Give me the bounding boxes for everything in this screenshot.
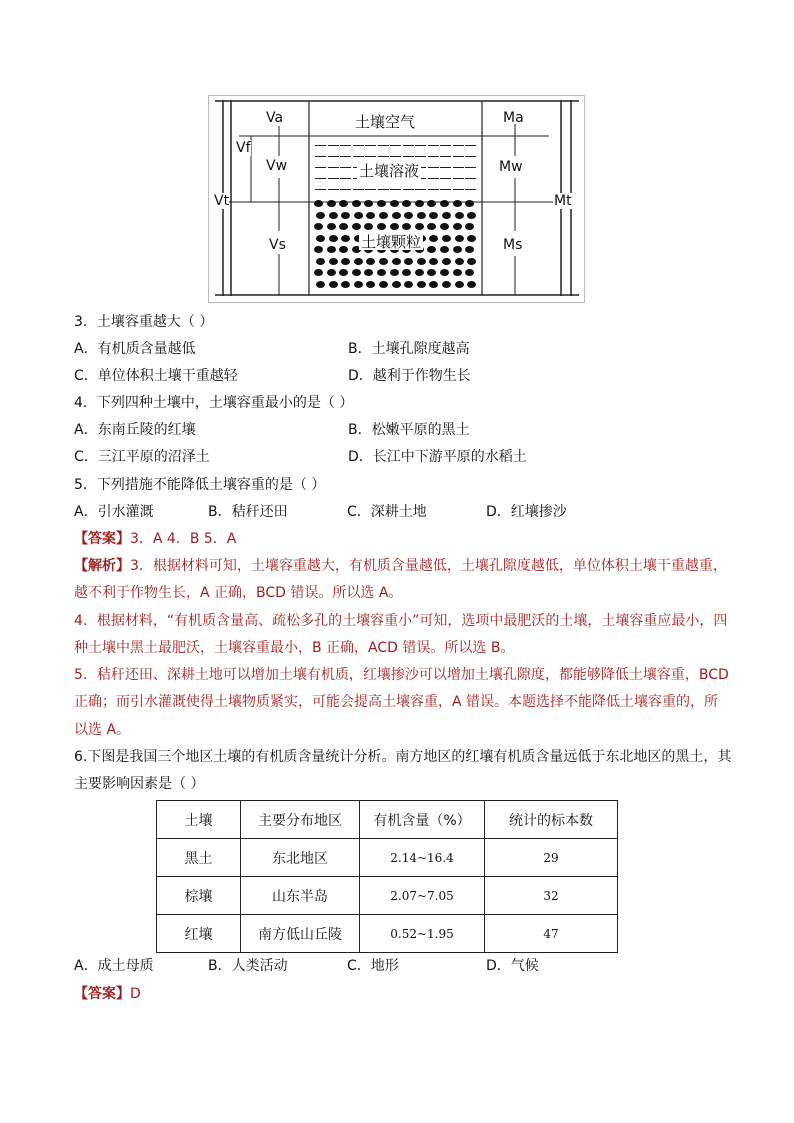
label-mt: Mt xyxy=(554,193,572,209)
solution-dash xyxy=(440,145,451,146)
particle-dot xyxy=(442,281,451,288)
label-vf: Vf xyxy=(236,140,251,156)
solution-dash xyxy=(378,189,389,190)
particle-dot xyxy=(440,200,449,207)
table-cell: 32 xyxy=(485,877,618,915)
solution-dash xyxy=(365,189,376,190)
particle-dot xyxy=(327,246,336,253)
solution-dash xyxy=(390,189,401,190)
solution-dash xyxy=(453,178,464,179)
answer-text: 3．A 4．B 5．A xyxy=(130,531,237,547)
table-row xyxy=(157,877,618,915)
particle-dot xyxy=(417,281,426,288)
particle-dot xyxy=(352,223,361,230)
particle-dot xyxy=(366,281,375,288)
q6-option-d: D．气候 xyxy=(486,958,539,974)
q4-option-c: C．三江平原的沼泽土 xyxy=(74,449,210,465)
soil-organic-table xyxy=(156,800,618,953)
solution-dash xyxy=(315,178,326,179)
particle-dot xyxy=(429,281,438,288)
q6-option-b: B．人类活动 xyxy=(208,958,288,974)
solution-dash xyxy=(465,167,476,168)
particle-dot xyxy=(314,246,323,253)
particle-dot xyxy=(341,212,350,219)
particle-dot xyxy=(390,200,399,207)
solution-dash xyxy=(440,156,451,157)
solution-dash xyxy=(378,145,389,146)
particle-dot xyxy=(467,212,476,219)
table-header-row xyxy=(157,801,618,839)
solution-dash xyxy=(365,145,376,146)
solution-dash xyxy=(328,167,339,168)
particle-dot xyxy=(455,212,464,219)
particle-dot xyxy=(429,235,438,242)
particle-dot xyxy=(314,223,323,230)
solution-dash xyxy=(390,145,401,146)
solution-dash xyxy=(340,156,351,157)
solution-dash xyxy=(415,189,426,190)
q5-option-d: D．红壤掺沙 xyxy=(486,504,567,520)
solution-dash xyxy=(465,189,476,190)
solution-dash xyxy=(453,189,464,190)
particle-dot xyxy=(329,281,338,288)
particle-dot xyxy=(366,212,375,219)
particle-dot xyxy=(415,269,424,276)
particle-dot xyxy=(404,258,413,265)
particle-dot xyxy=(354,258,363,265)
particle-dot xyxy=(329,258,338,265)
analysis-text-1: 3．根据材料可知，土壤容重越大，有机质含量越低，土壤孔隙度越低，单位体积土壤干重越重， xyxy=(130,558,727,574)
q5-option-a: A．引水灌溉 xyxy=(74,504,154,520)
particle-dot xyxy=(316,258,325,265)
table-cell: 47 xyxy=(485,915,618,953)
particle-dot xyxy=(415,200,424,207)
particle-dot xyxy=(377,223,386,230)
solution-dash xyxy=(340,145,351,146)
particle-dot xyxy=(379,212,388,219)
label-ma: Ma xyxy=(503,110,524,126)
table-header-cell: 主要分布地区 xyxy=(241,801,360,839)
answer-block-1 xyxy=(74,530,236,548)
solution-dash xyxy=(315,189,326,190)
solution-dash xyxy=(440,167,451,168)
particle-dot xyxy=(341,235,350,242)
particle-dot xyxy=(390,269,399,276)
table-cell: 山东半岛 xyxy=(241,877,360,915)
analysis-line-3: 4．根据材料，“有机质含量高、疏松多孔的土壤容重小”可知，选项中最肥沃的土壤，土壤容重应最小，四 xyxy=(74,613,728,629)
particle-dot xyxy=(442,258,451,265)
analysis-line-6: 正确；而引水灌溉使得土壤物质紧实，可能会提高土壤容重，A 错误。本题选择不能降低土壤容重的，所 xyxy=(74,694,719,710)
solution-dash xyxy=(328,156,339,157)
table-cell: 南方低山丘陵 xyxy=(241,915,360,953)
solution-dash xyxy=(353,145,364,146)
analysis-line-5: 5．秸秆还田、深耕土地可以增加土壤有机质，红壤掺沙可以增加土壤孔隙度，都能够降低土壤容重，BCD xyxy=(74,667,729,683)
table-cell: 东北地区 xyxy=(241,839,360,877)
answer-tag: 【答案】 xyxy=(74,986,130,1002)
particle-dot xyxy=(467,281,476,288)
solution-dash xyxy=(465,156,476,157)
q3-option-d: D．越利于作物生长 xyxy=(348,368,471,384)
label-mw: Mw xyxy=(499,159,523,175)
soil-diagram xyxy=(208,95,585,303)
particle-dot xyxy=(417,258,426,265)
particle-dot xyxy=(453,269,462,276)
particle-dot xyxy=(354,281,363,288)
particle-dot xyxy=(316,235,325,242)
particle-dot xyxy=(352,200,361,207)
layer-air-label: 土壤空气 xyxy=(355,113,416,131)
solution-dash xyxy=(340,189,351,190)
table-cell: 黑土 xyxy=(157,839,241,877)
q6-option-c: C．地形 xyxy=(347,958,399,974)
particle-dot xyxy=(377,269,386,276)
answer-text: D xyxy=(130,986,141,1002)
solution-dash xyxy=(453,167,464,168)
table-header-cell: 统计的标本数 xyxy=(485,801,618,839)
analysis-line-1 xyxy=(74,557,727,575)
q4-option-a: A．东南丘陵的红壤 xyxy=(74,422,196,438)
particle-dot xyxy=(316,212,325,219)
particle-dot xyxy=(327,200,336,207)
particle-dot xyxy=(429,212,438,219)
particle-dot xyxy=(377,200,386,207)
analysis-line-2: 越不利于作物生长，A 正确，BCD 错误。所以选 A。 xyxy=(74,585,403,601)
q5-option-c: C．深耕土地 xyxy=(347,504,427,520)
table-cell: 红壤 xyxy=(157,915,241,953)
particle-dot xyxy=(415,223,424,230)
particle-dot xyxy=(379,281,388,288)
solution-dash xyxy=(428,145,439,146)
particle-dot xyxy=(455,258,464,265)
solution-dash xyxy=(453,145,464,146)
label-ms: Ms xyxy=(503,237,523,253)
solution-dash xyxy=(440,189,451,190)
particle-dot xyxy=(316,281,325,288)
label-vw: Vw xyxy=(266,158,288,174)
particle-dot xyxy=(429,258,438,265)
q6-stem-line-2: 主要影响因素是（ ） xyxy=(74,776,205,792)
particle-dot xyxy=(440,246,449,253)
solution-dash xyxy=(403,145,414,146)
particle-dot xyxy=(390,223,399,230)
solution-dash xyxy=(428,167,439,168)
solution-dash xyxy=(428,178,439,179)
answer-block-2 xyxy=(74,985,141,1003)
table-cell: 29 xyxy=(485,839,618,877)
label-vt: Vt xyxy=(214,193,230,209)
solution-dash xyxy=(390,156,401,157)
particle-dot xyxy=(329,212,338,219)
q4-stem: 4．下列四种土壤中，土壤容重最小的是（ ） xyxy=(74,395,354,411)
solution-dash xyxy=(340,178,351,179)
particle-dot xyxy=(467,235,476,242)
table-cell: 2.14~16.4 xyxy=(360,839,485,877)
solution-dash xyxy=(403,189,414,190)
table-cell: 棕壤 xyxy=(157,877,241,915)
table-row xyxy=(157,915,618,953)
particle-dot xyxy=(453,200,462,207)
solution-dash xyxy=(365,156,376,157)
label-vs: Vs xyxy=(269,237,286,253)
layer-solution-label: 土壤溶液 xyxy=(359,162,420,180)
layer-particles-label: 土壤颗粒 xyxy=(361,233,422,251)
q6-option-a: A．成土母质 xyxy=(74,958,154,974)
solution-dash xyxy=(353,189,364,190)
answer-tag: 【答案】 xyxy=(74,531,130,547)
particle-dot xyxy=(366,258,375,265)
solution-dash xyxy=(315,156,326,157)
particle-dot xyxy=(453,246,462,253)
solution-dash xyxy=(453,156,464,157)
particle-dot xyxy=(314,200,323,207)
solution-dash xyxy=(415,156,426,157)
particle-dot xyxy=(352,269,361,276)
q3-stem: 3．土壤容重越大（ ） xyxy=(74,314,214,330)
q3-option-a: A．有机质含量越低 xyxy=(74,341,196,357)
particle-dot xyxy=(314,269,323,276)
particle-dot xyxy=(392,258,401,265)
particle-dot xyxy=(442,235,451,242)
particle-dot xyxy=(329,235,338,242)
solution-dash xyxy=(465,145,476,146)
particle-dot xyxy=(440,223,449,230)
solution-dash xyxy=(440,178,451,179)
analysis-line-4: 种土壤中黑土最肥沃，土壤容重最小，B 正确，ACD 错误。所以选 B。 xyxy=(74,640,515,656)
analysis-line-7: 以选 A。 xyxy=(74,722,131,738)
solution-dash xyxy=(415,145,426,146)
particle-dot xyxy=(417,212,426,219)
particle-dot xyxy=(404,281,413,288)
particle-dot xyxy=(327,223,336,230)
table-cell: 2.07~7.05 xyxy=(360,877,485,915)
table-header-cell: 土壤 xyxy=(157,801,241,839)
solution-dash xyxy=(353,156,364,157)
q4-option-d: D．长江中下游平原的水稻土 xyxy=(348,449,527,465)
solution-dash xyxy=(328,178,339,179)
particle-dot xyxy=(440,269,449,276)
particle-dot xyxy=(455,235,464,242)
particle-dot xyxy=(341,258,350,265)
solution-dash xyxy=(428,156,439,157)
solution-dash xyxy=(465,178,476,179)
label-va: Va xyxy=(266,110,284,126)
particle-dot xyxy=(442,212,451,219)
solution-dash xyxy=(378,156,389,157)
particle-dot xyxy=(392,212,401,219)
table-header-cell: 有机含量（%） xyxy=(360,801,485,839)
q5-stem: 5．下列措施不能降低土壤容重的是（ ） xyxy=(74,477,326,493)
table-cell: 0.52~1.95 xyxy=(360,915,485,953)
particle-dot xyxy=(453,223,462,230)
solution-dash xyxy=(315,145,326,146)
particle-dot xyxy=(392,281,401,288)
analysis-tag: 【解析】 xyxy=(74,558,130,574)
table-row xyxy=(157,839,618,877)
solution-dash xyxy=(403,156,414,157)
q3-option-b: B．土壤孔隙度越高 xyxy=(348,341,470,357)
q4-option-b: B．松嫩平原的黑土 xyxy=(348,422,470,438)
q3-option-c: C．单位体积土壤干重越轻 xyxy=(74,368,238,384)
particle-dot xyxy=(455,281,464,288)
particle-dot xyxy=(354,212,363,219)
particle-dot xyxy=(404,212,413,219)
particle-dot xyxy=(379,258,388,265)
solution-dash xyxy=(340,167,351,168)
solution-dash xyxy=(428,189,439,190)
solution-dash xyxy=(328,189,339,190)
particle-dot xyxy=(341,281,350,288)
particle-dot xyxy=(467,258,476,265)
solution-dash xyxy=(328,145,339,146)
solution-dash xyxy=(315,167,326,168)
q6-stem-line-1: 6.下图是我国三个地区土壤的有机质含量统计分析。南方地区的红壤有机质含量远低于东北地区的黑土，其 xyxy=(74,749,732,765)
particle-dot xyxy=(327,269,336,276)
q5-option-b: B．秸秆还田 xyxy=(208,504,288,520)
